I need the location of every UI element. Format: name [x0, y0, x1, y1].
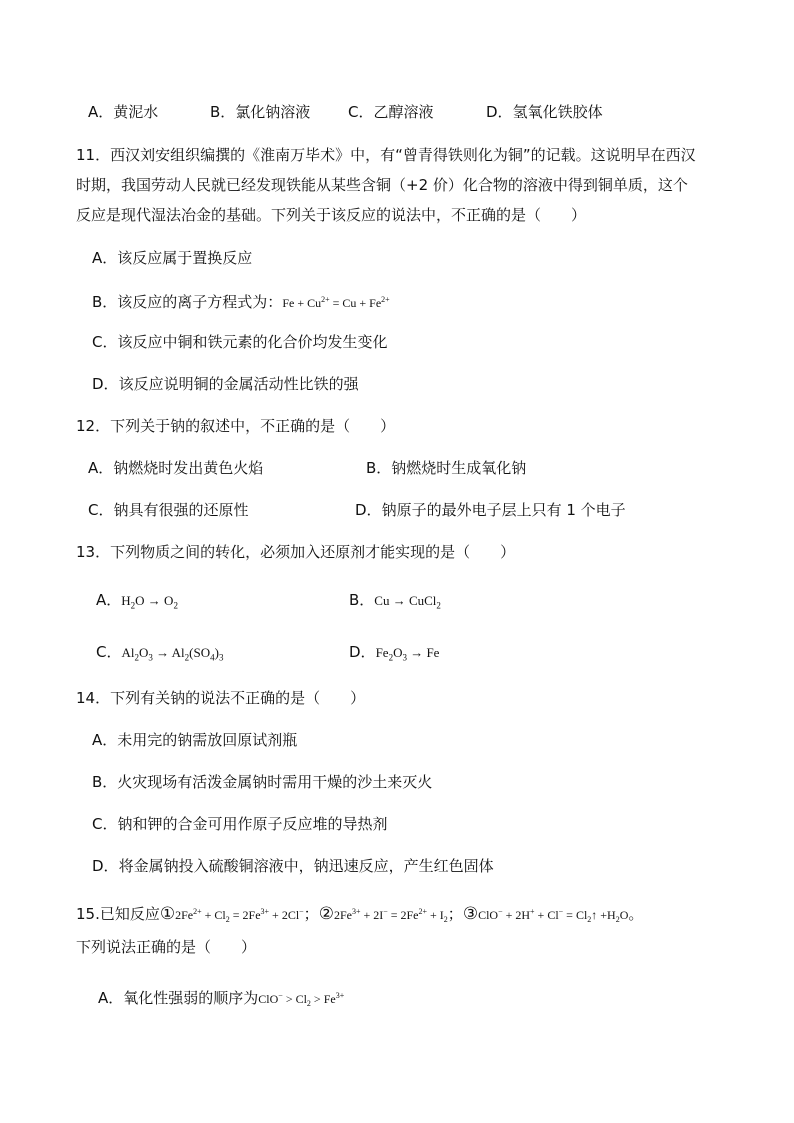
q14-option-c: C．钠和钾的合金可用作原子反应堆的导热剂 — [92, 815, 388, 833]
q13-stem: 13．下列物质之间的转化，必须加入还原剂才能实现的是（ ） — [76, 543, 516, 561]
q12-stem: 12．下列关于钠的叙述中，不正确的是（ ） — [76, 417, 396, 435]
q14-option-a: A．未用完的钠需放回原试剂瓶 — [92, 731, 298, 749]
q14-stem: 14．下列有关钠的说法不正确的是（ ） — [76, 689, 366, 707]
q13-option-d: D．$Fe_2O_3 \to Fe$ — [349, 643, 440, 663]
q12-option-a: A．钠燃烧时发出黄色火焰 — [88, 459, 264, 477]
q15-option-a: A．氧化性强弱的顺序为$ClO^- > Cl_2 > Fe^{3+}$ — [98, 989, 345, 1008]
q15-stem: 下列说法正确的是（ ） — [76, 938, 257, 956]
q11-option-b: B．该反应的离子方程式为：$Fe + Cu^{2+} = Cu + Fe^{2+}$ — [92, 293, 390, 311]
q15-reaction-1-formula: $2Fe^{2+} + Cl_2 = 2Fe^{3+} + 2Cl^-$ — [175, 907, 304, 924]
q14-option-b: B．火灾现场有活泼金属钠时需用干燥的沙土来灭火 — [92, 773, 433, 791]
q12-option-c: C．钠具有很强的还原性 — [88, 501, 249, 519]
q13-option-d-formula: $Fe_2O_3 \to Fe$ — [375, 645, 440, 663]
q15-reaction-2-formula: $2Fe^{3+} + 2I^- = 2Fe^{2+} + I_2$ — [333, 907, 448, 924]
q11-stem-line-2: 时期，我国劳动人民就已经发现铁能从某些含铜（+2 价）化合物的溶液中得到铜单质，这个 — [76, 176, 688, 194]
q13-option-b-formula: Cu → CuCl$_2$ — [374, 593, 441, 611]
q15-reaction-3-formula: $ClO^- + 2H^+ + Cl^- = Cl_2↑ +H_2O$ — [478, 907, 629, 924]
q13-option-c-formula: $Al_2O_3 \to Al_2(SO_4)_3$ — [121, 645, 224, 663]
q13-option-b: B．Cu → CuCl$_2$ — [349, 591, 441, 611]
q13-option-a: A．$H_2O \to O_2$ — [96, 591, 178, 611]
q11-option-c: C．该反应中铜和铁元素的化合价均发生变化 — [92, 333, 388, 351]
q11-stem-line-3: 反应是现代湿法冶金的基础。下列关于该反应的说法中，不正确的是（ ） — [76, 206, 587, 224]
q10-option-d: D．氢氧化铁胶体 — [486, 103, 603, 121]
q15-reactions-line: 15.已知反应$①2Fe^{2+} + Cl_2 = 2Fe^{3+} + 2Cl^-$；$②2Fe^{3+} + 2I^- = 2Fe^{2+} + I_2$；③ClO− + $2H^+ + Cl^- = Cl_2↑ +H_2O$。 — [76, 904, 644, 924]
q11-option-b-formula: $Fe + Cu^{2+} = Cu + Fe^{2+}$ — [282, 295, 390, 310]
q15-option-a-formula: $ClO^- > Cl_2 > Fe^{3+}$ — [258, 991, 345, 1008]
q13-option-a-formula: $H_2O \to O_2$ — [121, 593, 178, 611]
q11-option-a: A．该反应属于置换反应 — [92, 249, 253, 267]
q13-option-c: C．$Al_2O_3 \to Al_2(SO_4)_3$ — [96, 643, 224, 663]
q10-option-a: A．黄泥水 — [88, 103, 159, 121]
q12-option-d: D．钠原子的最外电子层上只有 1 个电子 — [355, 501, 626, 519]
q10-option-c: C．乙醇溶液 — [348, 103, 434, 121]
q11-stem-line-1: 11．西汉刘安组织编撰的《淮南万毕术》中，有“曾青得铁则化为铜”的记载。这说明早在西汉 — [76, 146, 696, 164]
q10-option-b: B．氯化钠溶液 — [210, 103, 311, 121]
q12-option-b: B．钠燃烧时生成氧化钠 — [366, 459, 527, 477]
q14-option-d: D．将金属钠投入硫酸铜溶液中，钠迅速反应，产生红色固体 — [92, 857, 494, 875]
q11-option-d: D．该反应说明铜的金属活动性比铁的强 — [92, 375, 359, 393]
